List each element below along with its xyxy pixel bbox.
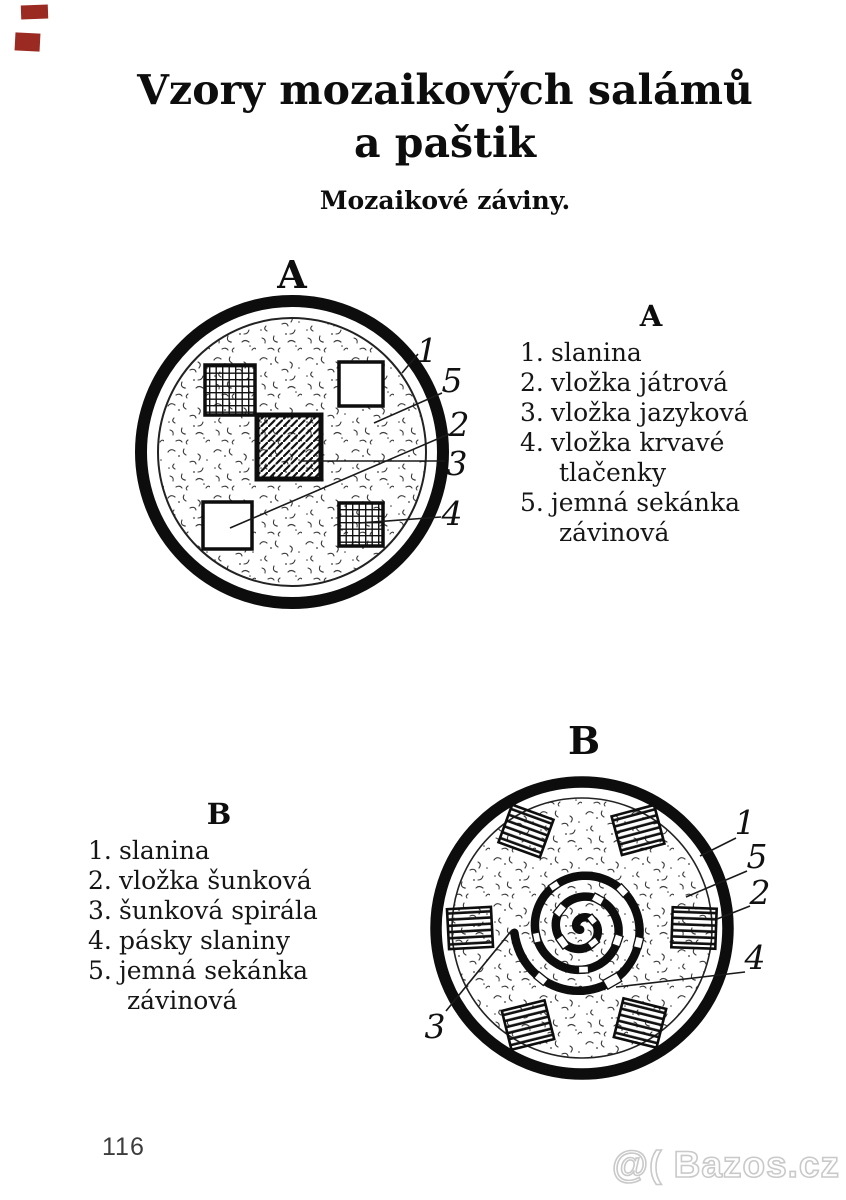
legend-a-item-2 <box>520 368 782 398</box>
inlay-a-white-bottom-left <box>203 502 252 549</box>
inlay-a-grid-bottom-right <box>339 503 383 546</box>
legend-a-item-3 <box>520 398 782 428</box>
callout-a-4: 4 <box>441 494 463 533</box>
legend-item-line2: závinová <box>559 518 670 547</box>
spiral-bacon-strip <box>532 932 541 943</box>
legend-b-item-4 <box>88 926 350 956</box>
callout-b-1: 1 <box>734 803 756 842</box>
callout-a-3: 3 <box>446 444 468 483</box>
callout-b-2: 2 <box>749 873 771 912</box>
page-number: 116 <box>102 1133 145 1161</box>
inlay-a-grid-top-left <box>205 365 255 415</box>
legend-item-number: 3. <box>88 896 112 925</box>
legend-item-text <box>551 368 728 398</box>
legend-item-number: 2. <box>520 368 544 397</box>
legend-item-line1: vložka jazyková <box>551 398 749 427</box>
inlay-b-striped-left <box>447 907 493 949</box>
legend-item-line1: šunková spirála <box>119 896 318 925</box>
legend-item-line1: vložka krvavé <box>551 428 725 457</box>
legend-a-item-4 <box>520 428 782 488</box>
page-title <box>44 64 846 170</box>
legend-item-text <box>119 866 312 896</box>
legend-a-header: A <box>639 299 663 333</box>
legend-item-number: 2. <box>88 866 112 895</box>
diagram-b-letter: B <box>567 718 601 763</box>
legend-item-number: 4. <box>88 926 112 955</box>
inlay-a-white-top-right <box>339 362 383 406</box>
inlay-b-striped-bottom-left <box>502 1000 554 1049</box>
page-title-line2: a paštik <box>353 119 537 167</box>
legend-b <box>88 799 350 1016</box>
legend-a-item-5 <box>520 488 782 548</box>
legend-item-line1: pásky slaniny <box>119 926 291 955</box>
legend-a-item-1 <box>520 338 782 368</box>
legend-item-text <box>119 896 318 926</box>
diagram-a <box>118 262 486 658</box>
page-subtitle: Mozaikové záviny. <box>319 186 571 215</box>
legend-item-number: 5. <box>520 488 544 517</box>
diagram-a-letter: A <box>277 252 307 297</box>
callout-a-5: 5 <box>441 361 463 400</box>
legend-b-header: B <box>206 797 232 831</box>
callout-b-5: 5 <box>746 837 768 876</box>
legend-item-text <box>119 926 290 956</box>
legend-item-number: 1. <box>520 338 544 367</box>
legend-item-text <box>551 488 740 548</box>
legend-item-text <box>551 428 724 488</box>
legend-item-line2: tlačenky <box>559 458 667 487</box>
legend-item-number: 1. <box>88 836 112 865</box>
red-scan-mark-top <box>21 5 48 20</box>
legend-a <box>520 301 782 548</box>
legend-item-text <box>551 398 749 428</box>
spiral-bacon-strip <box>578 966 588 973</box>
page-title-line1: Vzory mozaikových salámů <box>137 66 753 114</box>
legend-item-line1: jemná sekánka <box>119 956 309 985</box>
legend-b-item-2 <box>88 866 350 896</box>
legend-item-line1: vložka játrová <box>551 368 729 397</box>
legend-item-line2: závinová <box>127 986 238 1015</box>
bazos-watermark: @( Bazos.cz <box>611 1144 840 1185</box>
callout-a-1: 1 <box>416 331 438 370</box>
red-scan-mark-bottom <box>15 32 41 51</box>
legend-item-line1: jemná sekánka <box>551 488 741 517</box>
legend-item-number: 4. <box>520 428 544 457</box>
legend-item-line1: vložka šunková <box>119 866 312 895</box>
inlay-b-striped-right <box>671 907 716 949</box>
legend-item-line1: slanina <box>119 836 210 865</box>
legend-b-item-1 <box>88 836 350 866</box>
callout-b-4: 4 <box>744 938 766 977</box>
inlay-b-striped-bottom-right <box>614 998 666 1047</box>
legend-item-text <box>119 956 308 1016</box>
legend-item-text <box>119 836 210 866</box>
legend-item-number: 3. <box>520 398 544 427</box>
spiral-bacon-strip <box>633 936 643 949</box>
callout-a-2: 2 <box>448 405 470 444</box>
legend-item-number: 5. <box>88 956 112 985</box>
legend-item-line1: slanina <box>551 338 642 367</box>
inlay-a-hatched-center <box>257 415 321 479</box>
legend-item-text <box>551 338 642 368</box>
callout-b-3: 3 <box>424 1007 446 1046</box>
diagram-b <box>398 716 846 1112</box>
legend-b-item-3 <box>88 896 350 926</box>
legend-b-item-5 <box>88 956 350 1016</box>
